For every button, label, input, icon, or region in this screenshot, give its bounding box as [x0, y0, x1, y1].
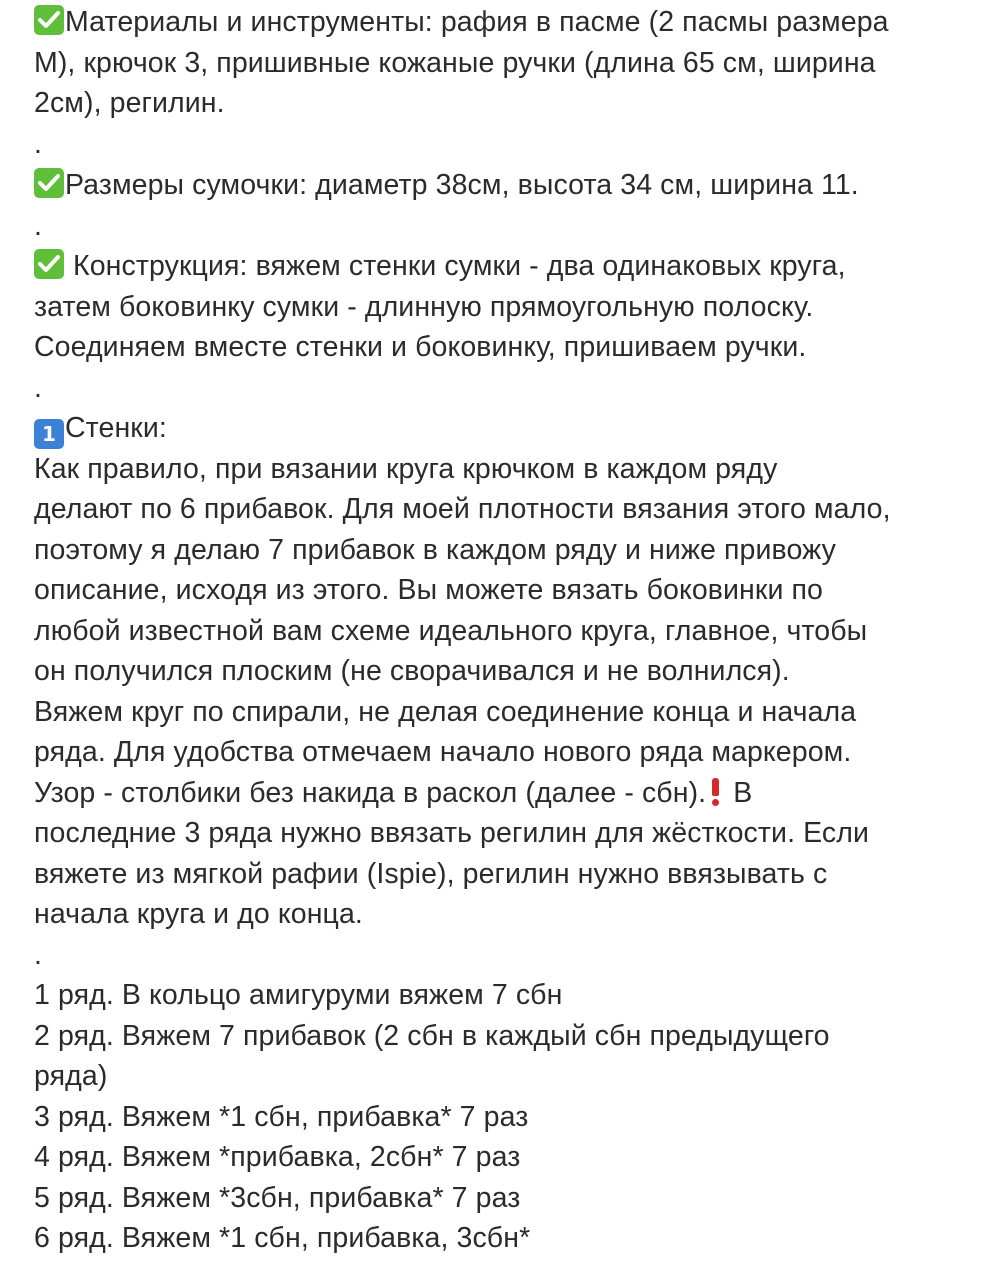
row-instruction: 4 ряд. Вяжем *прибавка, 2сбн* 7 раз — [34, 1141, 521, 1173]
materials-line-1: Материалы и инструменты: рафия в пасме (2 пасмы размера — [34, 2, 974, 43]
row-instruction: 6 ряд. Вяжем *1 сбн, прибавка, 3сбн* — [34, 1222, 531, 1254]
materials-line-2: М), крючок 3, пришивные кожаные ручки (длина 65 см, ширина — [34, 47, 876, 79]
check-mark-icon — [34, 168, 64, 198]
row-instruction: 5 ряд. Вяжем *3сбн, прибавка* 7 раз — [34, 1182, 521, 1214]
walls-paragraph-line: он получился плоским (не сворачивался и не волнился). — [34, 655, 790, 687]
separator-dot: . — [34, 939, 43, 971]
materials-line-3: 2см), регилин. — [34, 87, 225, 119]
walls-paragraph-line: любой известной вам схеме идеального круга, главное, чтобы — [34, 615, 868, 647]
construction-line-3: Соединяем вместе стенки и боковинку, пришиваем ручки. — [34, 331, 807, 363]
row-instruction: 2 ряд. Вяжем 7 прибавок (2 сбн в каждый сбн предыдущего — [34, 1020, 830, 1052]
row-instruction: 3 ряд. Вяжем *1 сбн, прибавка* 7 раз — [34, 1101, 529, 1133]
walls-pattern-line: Узор - столбики без накида в раскол (далее - сбн). В — [34, 777, 753, 809]
row-instruction: 1 ряд. В кольцо амигуруми вяжем 7 сбн — [34, 979, 563, 1011]
separator-dot: . — [34, 210, 43, 242]
separator-dot: . — [34, 372, 43, 404]
keycap-one-icon: 1 — [34, 419, 64, 449]
separator-dot: . — [34, 128, 43, 160]
walls-paragraph-line: ряда. Для удобства отмечаем начало нового ряда маркером. — [34, 736, 852, 768]
walls-paragraph-line: Как правило, при вязании круга крючком в каждом ряду — [34, 453, 778, 485]
walls-paragraph-line: делают по 6 прибавок. Для моей плотности вязания этого мало, — [34, 493, 891, 525]
check-mark-icon — [34, 249, 64, 279]
exclamation-icon — [708, 776, 722, 806]
walls-paragraph-line: поэтому я делаю 7 прибавок в каждом ряду и ниже привожу — [34, 534, 836, 566]
sizes-line: Размеры сумочки: диаметр 38см, высота 34 см, ширина 11. — [34, 165, 974, 206]
construction-line-2: затем боковинку сумки - длинную прямоугольную полоску. — [34, 291, 814, 323]
walls-paragraph-line: описание, исходя из этого. Вы можете вязать боковинки по — [34, 574, 823, 606]
walls-paragraph-line: последние 3 ряда нужно ввязать регилин для жёсткости. Если — [34, 817, 869, 849]
walls-paragraph-line: начала круга и до конца. — [34, 898, 363, 930]
walls-paragraph-line: вяжете из мягкой рафии (Ispie), регилин нужно ввязывать с — [34, 858, 828, 890]
row-instruction: ряда) — [34, 1060, 108, 1092]
walls-paragraph-line: Вяжем круг по спирали, не делая соединение конца и начала — [34, 696, 857, 728]
walls-heading: 1 Стенки: — [34, 408, 974, 449]
construction-line-1: Конструкция: вяжем стенки сумки - два одинаковых круга, — [34, 246, 974, 287]
check-mark-icon — [34, 5, 64, 35]
